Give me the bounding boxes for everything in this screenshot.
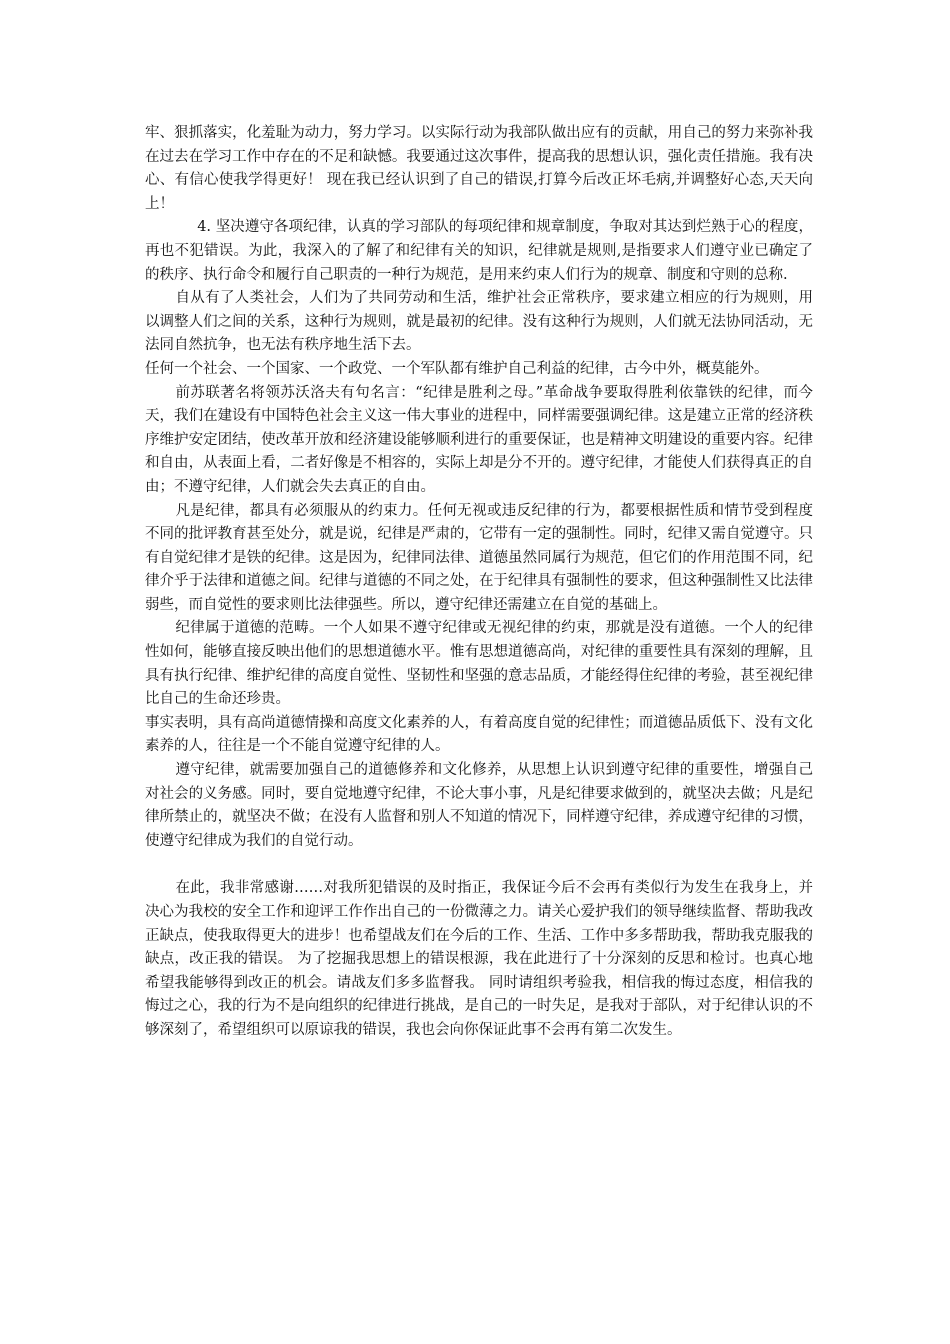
paragraph-facts: 事实表明，具有高尚道德情操和高度文化素养的人，有着高度自觉的纪律性；而道德品质低下、没有文化素养的人，往往是一个不能自觉遵守纪律的人。	[145, 714, 813, 755]
paragraph-point-4: 4. 坚决遵守各项纪律，认真的学习部队的每项纪律和规章制度，争取对其达到烂熟于心的程度，再也不犯错误。为此，我深入的了解了和纪律有关的知识，纪律就是规则,是指要求人们遵守业已确定了的秩序、执行命令和履行自己职责的一种行为规范，是用来约束人们行为的规章、制度和守则的总称.	[145, 219, 813, 283]
paragraph-suvorov-quote: 前苏联著名将领苏沃洛夫有句名言：“纪律是胜利之母。”革命战争要取得胜利依靠铁的纪律，而今天，我们在建设有中国特色社会主义这一伟大事业的进程中，同样需要强调纪律。这是建立正常的经济秩序维护安定团结，使改革开放和经济建设能够顺利进行的重要保证，也是精神文明建设的重要内容。纪律和自由，从表面上看，二者好像是不相容的，实际上却是分不开的。遵守纪律，才能使人们获得真正的自由；不遵守纪律，人们就会失去真正的自由。	[145, 384, 813, 495]
paragraph-binding-force: 凡是纪律，都具有必须服从的约束力。任何无视或违反纪律的行为，都要根据性质和情节受到程度不同的批评教育甚至处分，就是说，纪律是严肃的，它带有一定的强制性。同时，纪律又需自觉遵守。只有自觉纪律才是铁的纪律。这是因为，纪律同法律、道德虽然同属行为规范，但它们的作用范围不同，纪律介乎于法律和道德之间。纪律与道德的不同之处，在于纪律具有强制性的要求，但这种强制性又比法律弱些，而自觉性的要求则比法律强些。所以，遵守纪律还需建立在自觉的基础上。	[145, 502, 813, 613]
paragraph-universal-discipline: 任何一个社会、一个国家、一个政党、一个军队都有维护自己利益的纪律，古今中外，概莫能外。	[145, 360, 769, 377]
paragraph-self-cultivation: 遵守纪律，就需要加强自己的道德修养和文化修养，从思想上认识到遵守纪律的重要性，增强自己对社会的义务感。同时，要自觉地遵守纪律，不论大事小事，凡是纪律要求做到的，就坚决去做；凡是纪律所禁止的，就坚决不做；在没有人监督和别人不知道的情况下，同样遵守纪律，养成遵守纪律的习惯，使遵守纪律成为我们的自觉行动。	[145, 762, 813, 849]
paragraph-origin-of-discipline: 自从有了人类社会，人们为了共同劳动和生活，维护社会正常秩序，要求建立相应的行为规则，用以调整人们之间的关系，这种行为规则，就是最初的纪律。没有这种行为规则，人们就无法协同活动，无法同自然抗争，也无法有秩序地生活下去。	[145, 290, 813, 354]
document-body	[145, 122, 813, 1043]
paragraph-conclusion: 在此，我非常感谢……对我所犯错误的及时指正，我保证今后不会再有类似行为发生在我身上，并决心为我校的安全工作和迎评工作作出自己的一份微薄之力。请关心爱护我们的领导继续监督、帮助我改正缺点，使我取得更大的进步！也希望战友们在今后的工作、生活、工作中多多帮助我，帮助我克服我的缺点，改正我的错误。 为了挖掘我思想上的错误根源，我在此进行了十分深刻的反思和检讨。也真心地希望我能够得到改正的机会。请战友们多多监督我。 同时请组织考验我，相信我的悔过态度，相信我的悔过之心，我的行为不是向组织的纪律进行挑战，是自己的一时失足，是我对于部队，对于纪律认识的不够深刻了，希望组织可以原谅我的错误，我也会向你保证此事不会再有第二次发生。	[145, 880, 813, 1038]
paragraph-spacer	[145, 853, 813, 877]
paragraph-morality: 纪律属于道德的范畴。一个人如果不遵守纪律或无视纪律的约束，那就是没有道德。一个人的纪律性如何，能够直接反映出他们的思想道德水平。惟有思想道德高尚，对纪律的重要性具有深刻的理解，且具有执行纪律、维护纪律的高度自觉性、坚韧性和坚强的意志品质，才能经得住纪律的考验，甚至视纪律比自己的生命还珍贵。	[145, 620, 813, 708]
paragraph-continuation: 牢、狠抓落实，化羞耻为动力，努力学习。以实际行动为我部队做出应有的贡献，用自己的努力来弥补我在过去在学习工作中存在的不足和缺憾。我要通过这次事件，提高我的思想认识，强化责任措施。我有决心、有信心使我学得更好！ 现在我已经认识到了自己的错误,打算今后改正坏毛病,并调整好心态,天天向上！	[145, 125, 813, 212]
